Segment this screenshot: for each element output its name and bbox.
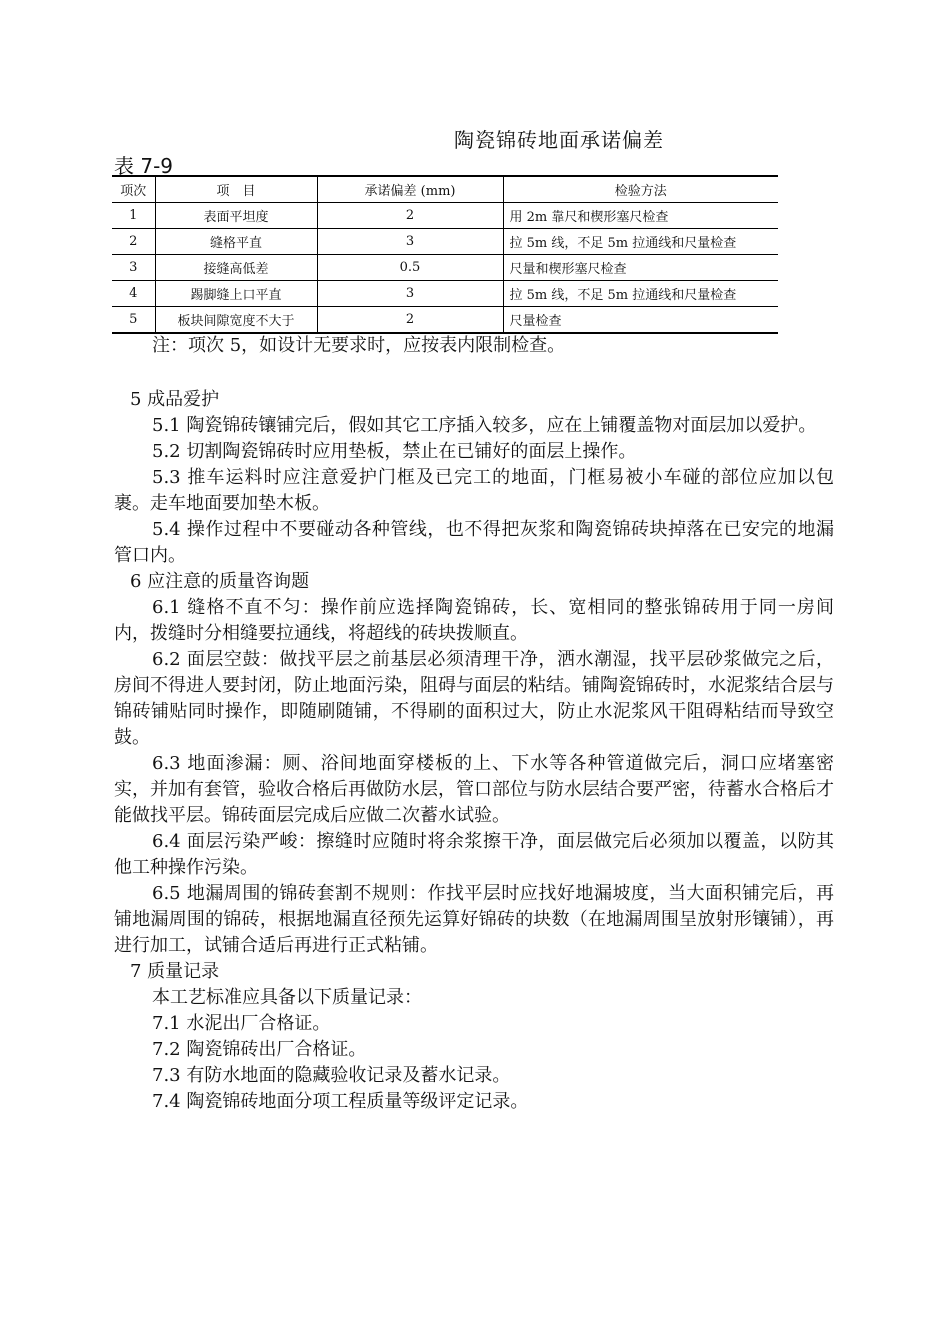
header-item: 项 目 <box>155 176 317 203</box>
cell-item: 缝格平直 <box>155 229 317 255</box>
cell-item-no: 4 <box>129 286 138 301</box>
paragraph-6-2: 6.2 面层空鼓：做找平层之前基层必须清理干净，洒水潮湿，找平层砂浆做完之后，房间不得进人要封闭，防止地面污染，阻碍与面层的粘结。铺陶瓷锦砖时，水泥浆结合层与锦砖铺贴同时操作，即随刷随铺，不得刷的面积过大，防止水泥浆风干阻碍粘结而导致空鼓。 <box>114 649 834 748</box>
document-title: 陶瓷锦砖地面承诺偏差 <box>454 128 664 152</box>
paragraph-7-intro: 本工艺标准应具备以下质量记录： <box>152 987 422 1008</box>
table-row <box>112 307 778 334</box>
cell-item-no: 2 <box>129 234 138 249</box>
cell-method: 尺量检查 <box>503 307 778 334</box>
cell-method: 拉 5m 线，不足 5m 拉通线和尺量检查 <box>503 229 778 255</box>
record-item-7-3: 7.3 有防水地面的隐藏验收记录及蓄水记录。 <box>152 1065 511 1086</box>
table-row <box>112 203 778 229</box>
cell-method: 用 2m 靠尺和楔形塞尺检查 <box>503 203 778 229</box>
paragraph-6-4: 6.4 面层污染严峻：擦缝时应随时将余浆擦干净，面层做完后必须加以覆盖，以防其他工种操作污染。 <box>114 831 834 878</box>
cell-deviation: 3 <box>317 229 503 255</box>
paragraph-5-4: 5.4 操作过程中不要碰动各种管线，也不得把灰浆和陶瓷锦砖块掉落在已安完的地漏管口内。 <box>114 519 834 566</box>
cell-deviation: 0.5 <box>317 255 503 281</box>
table-header-row <box>112 176 778 203</box>
record-item-7-2: 7.2 陶瓷锦砖出厂合格证。 <box>152 1039 367 1060</box>
table-note: 注：项次 5，如设计无要求时，应按表内限制检查。 <box>152 335 566 356</box>
record-item-7-4: 7.4 陶瓷锦砖地面分项工程质量等级评定记录。 <box>152 1091 529 1112</box>
cell-method: 尺量和楔形塞尺检查 <box>503 255 778 281</box>
cell-item-no: 3 <box>129 260 138 275</box>
header-inspection-method: 检验方法 <box>503 176 778 203</box>
header-allowed-deviation: 承诺偏差 (mm) <box>317 176 503 203</box>
spacer <box>114 359 834 387</box>
section-heading-7: 7 质量记录 <box>130 961 220 982</box>
paragraph-5-1: 5.1 陶瓷锦砖镶铺完后，假如其它工序插入较多，应在上铺覆盖物对面层加以爱护。 <box>152 415 817 436</box>
cell-item: 接缝高低差 <box>155 255 317 281</box>
cell-method: 拉 5m 线，不足 5m 拉通线和尺量检查 <box>503 281 778 307</box>
paragraph-6-1: 6.1 缝格不直不匀：操作前应选择陶瓷锦砖，长、宽相同的整张锦砖用于同一房间内，拨缝时分相缝要拉通线，将超线的砖块拨顺直。 <box>114 597 834 644</box>
section-heading-6: 6 应注意的质量咨询题 <box>130 571 310 592</box>
header-item-no: 项次 <box>120 184 147 199</box>
cell-deviation: 3 <box>317 281 503 307</box>
table-label: 表 7-9 <box>114 154 174 178</box>
table-row <box>112 281 778 307</box>
cell-item: 板块间隙宽度不大于 <box>155 307 317 334</box>
deviation-table <box>112 175 778 334</box>
section-heading-5: 5 成品爱护 <box>130 389 220 410</box>
cell-deviation: 2 <box>317 203 503 229</box>
cell-item: 踢脚缝上口平直 <box>155 281 317 307</box>
table-row <box>112 229 778 255</box>
paragraph-6-5: 6.5 地漏周围的锦砖套割不规则：作找平层时应找好地漏坡度，当大面积铺完后，再铺地漏周围的锦砖，根据地漏直径预先运算好锦砖的块数（在地漏周围呈放射形镶铺），再进行加工，试铺合适后再进行正式粘铺。 <box>114 883 834 956</box>
paragraph-5-3: 5.3 推车运料时应注意爱护门框及已完工的地面，门框易被小车碰的部位应加以包裹。走车地面要加垫木板。 <box>114 467 834 514</box>
paragraph-5-2: 5.2 切割陶瓷锦砖时应用垫板，禁止在已铺好的面层上操作。 <box>152 441 637 462</box>
cell-item-no: 1 <box>129 208 138 223</box>
cell-deviation: 2 <box>317 307 503 334</box>
cell-item-no: 5 <box>129 312 138 327</box>
body-text <box>114 333 834 1115</box>
paragraph-6-3: 6.3 地面渗漏：厕、浴间地面穿楼板的上、下水等各种管道做完后，洞口应堵塞密实，并加有套管，验收合格后再做防水层，管口部位与防水层结合要严密，待蓄水合格后才能做找平层。锦砖面层完成后应做二次蓄水试验。 <box>114 753 834 826</box>
table-row <box>112 255 778 281</box>
cell-item: 表面平坦度 <box>155 203 317 229</box>
record-item-7-1: 7.1 水泥出厂合格证。 <box>152 1013 331 1034</box>
